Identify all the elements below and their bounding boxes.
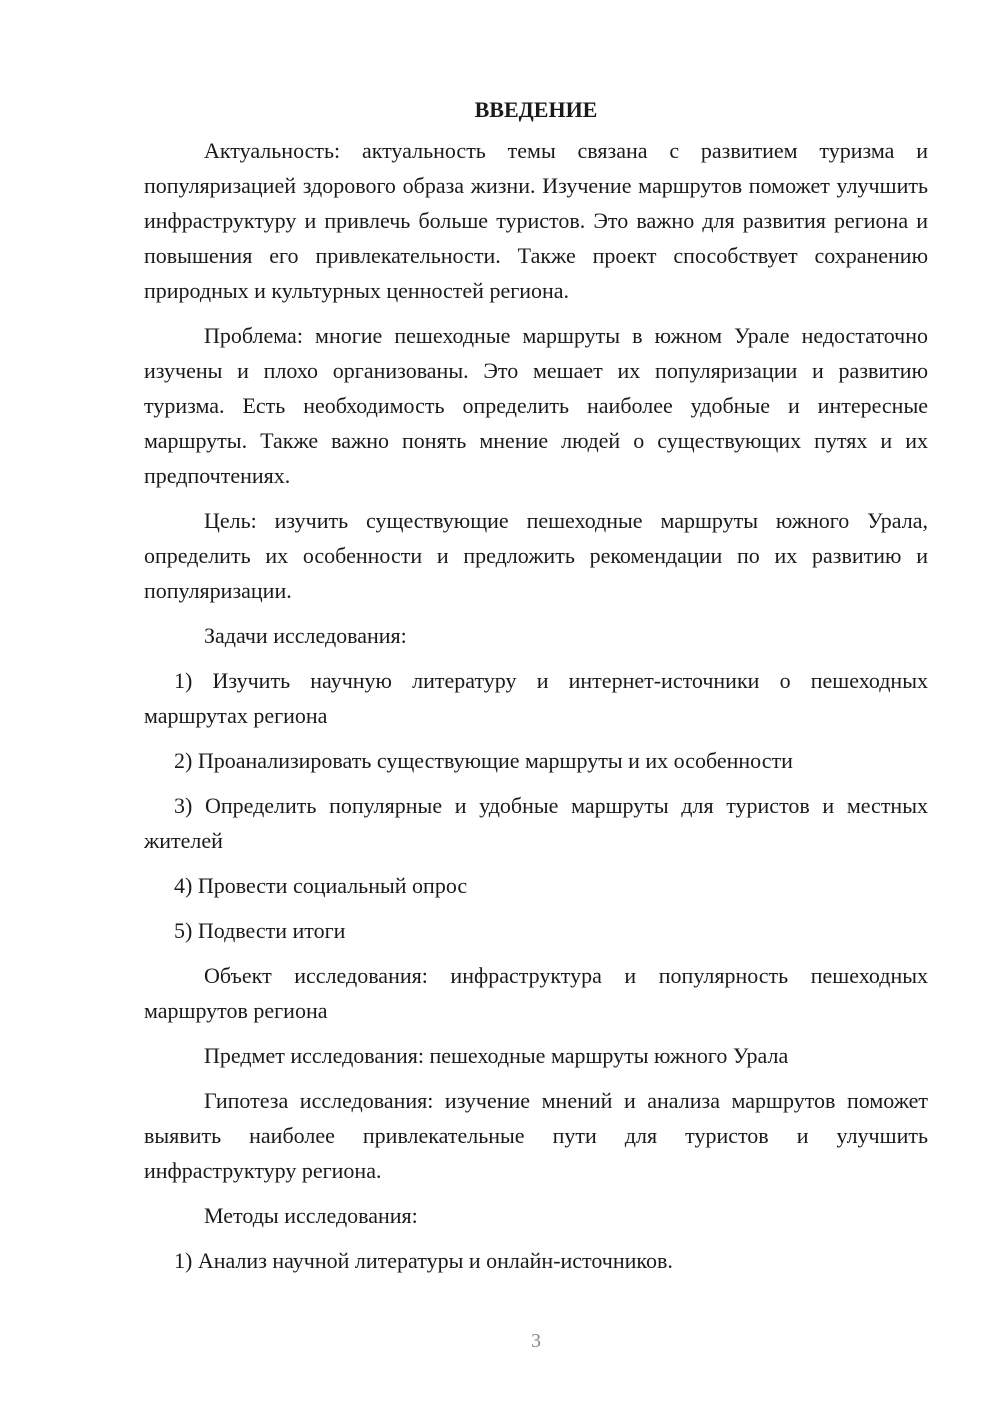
document-page: [144, 92, 928, 1288]
relevance-paragraph: Актуальность: актуальность темы связана с развитием туризма и популяризацией здорового образа жизни. Изучение маршрутов поможет улучшить инфраструктуру и привлечь больше туристов. Это важно для развития региона и повышения его привлекательности. Также проект способствует сохранению природных и культурных ценностей региона.: [144, 138, 928, 303]
page-number: 3: [531, 1330, 541, 1352]
tasks-heading: Задачи исследования:: [204, 623, 407, 648]
methods-list: [144, 1243, 928, 1278]
document-title: ВВЕДЕНИЕ: [474, 97, 598, 122]
task-item: 3) Определить популярные и удобные маршруты для туристов и местных жителей: [144, 793, 928, 853]
method-item: 1) Анализ научной литературы и онлайн-источников.: [174, 1248, 673, 1273]
task-item: 4) Провести социальный опрос: [174, 873, 468, 898]
methods-heading: Методы исследования:: [204, 1203, 418, 1228]
tasks-list: [144, 663, 928, 948]
subject-paragraph: Предмет исследования: пешеходные маршруты южного Урала: [204, 1043, 789, 1068]
task-item: 1) Изучить научную литературу и интернет-источники о пешеходных маршрутах региона: [144, 668, 928, 728]
task-item: 5) Подвести итоги: [174, 918, 346, 943]
goal-paragraph: Цель: изучить существующие пешеходные маршруты южного Урала, определить их особенности и предложить рекомендации по их развитию и популяризации.: [144, 508, 928, 603]
problem-paragraph: Проблема: многие пешеходные маршруты в южном Урале недостаточно изучены и плохо организованы. Это мешает их популяризации и развитию туризма. Есть необходимость определить наиболее удобные и интересные маршруты. Также важно понять мнение людей о существующих путях и их предпочтениях.: [144, 323, 928, 488]
object-paragraph: Объект исследования: инфраструктура и популярность пешеходных маршрутов региона: [144, 963, 928, 1023]
hypothesis-paragraph: Гипотеза исследования: изучение мнений и анализа маршрутов поможет выявить наиболее привлекательные пути для туристов и улучшить инфраструктуру региона.: [144, 1088, 928, 1183]
task-item: 2) Проанализировать существующие маршруты и их особенности: [174, 748, 793, 773]
